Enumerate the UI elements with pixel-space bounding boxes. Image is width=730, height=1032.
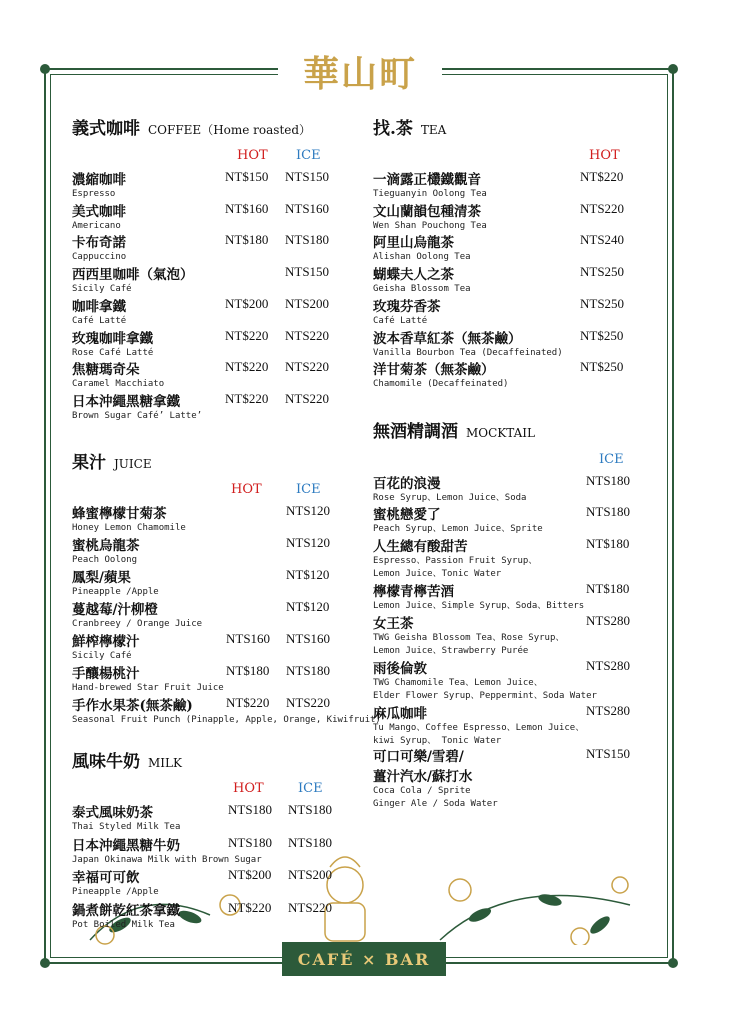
item-subtitle: Honey Lemon Chamomile: [72, 523, 186, 533]
item-name: 焦糖瑪奇朵: [72, 362, 140, 379]
mocktail-item: [373, 503, 543, 536]
mocktail-title-en: MOCKTAIL: [466, 426, 535, 440]
corner-dot: [668, 958, 678, 968]
item-name: 可口可樂/雪碧/: [373, 749, 464, 765]
corner-dot: [40, 958, 50, 968]
mocktail-price: NT$180: [586, 581, 630, 596]
item-subtitle-line2: kiwi Syrup、 Tonic Water: [373, 736, 502, 746]
hot-price: NTS160: [226, 631, 271, 646]
mocktail-item: [373, 535, 537, 581]
coffee-section-title: [72, 114, 311, 139]
item-name: 波本香草紅茶（無茶鹼）: [373, 330, 522, 347]
mocktail-price: NTS280: [586, 613, 631, 628]
mocktail-price: NTS180: [586, 473, 631, 488]
coffee-item: [72, 327, 153, 360]
item-subtitle: Wen Shan Pouchong Tea: [373, 220, 487, 231]
item-name: 玫瑰咖啡拿鐵: [72, 330, 153, 347]
item-name: 阿里山烏龍茶: [373, 235, 454, 252]
coffee-title-zh: 義式咖啡: [72, 119, 140, 139]
item-subtitle: Café Latté: [373, 315, 428, 326]
item-subtitle: Japan Okinawa Milk with Brown Sugar: [72, 854, 262, 865]
ice-price: NTS220: [285, 390, 330, 406]
coffee-ice-header: ICE: [296, 148, 321, 163]
hot-price: NT$200: [228, 867, 272, 882]
tea-item: [373, 200, 487, 233]
ice-price: NTS220: [285, 327, 330, 343]
ice-price: NTS150: [285, 264, 330, 280]
juice-ice-header: ICE: [296, 482, 321, 497]
logo: [278, 48, 442, 94]
item-subtitle: Tu Mango、Coffee Espresso、Lemon Juice、: [373, 723, 585, 733]
mocktail-item: [373, 745, 498, 811]
milk-item: [72, 866, 159, 899]
item-subtitle: TWG Geisha Blossom Tea、Rose Syrup、: [373, 633, 565, 643]
ice-price: NTS160: [286, 631, 331, 646]
footer-badge: CAFÉ × BAR: [282, 942, 446, 976]
item-name: 手釀楊桃汁: [72, 666, 140, 682]
item-subtitle: Sicily Café: [72, 651, 132, 661]
hot-price: NT$180: [226, 663, 270, 678]
item-subtitle: Vanilla Bourbon Tea (Decaffeinated): [373, 347, 563, 358]
item-subtitle: Brown Sugar Café’ Latte’: [72, 410, 203, 421]
hot-price: NT$150: [225, 169, 269, 184]
item-subtitle: Peach Syrup、Lemon Juice、Sprite: [373, 524, 543, 534]
tea-item: [373, 231, 471, 264]
ice-price: NTS180: [286, 663, 331, 678]
item-name: 百花的浪漫: [373, 476, 441, 492]
item-subtitle-line2: Lemon Juice、Tonic Water: [373, 569, 502, 579]
item-subtitle: Geisha Blossom Tea: [373, 284, 471, 295]
mocktail-title-zh: 無酒精調酒: [373, 422, 458, 442]
item-name: 麻瓜咖啡: [373, 706, 427, 722]
item-name: 日本沖繩黑糖牛奶: [72, 837, 180, 854]
item-name: 西西里咖啡（氣泡）: [72, 267, 194, 284]
tea-price: NTS250: [580, 264, 625, 280]
item-name: 鍋煮餅乾紅茶拿鐵: [72, 902, 180, 919]
milk-item: [72, 801, 180, 834]
mocktail-price: NT$180: [586, 536, 630, 551]
juice-item: [72, 662, 224, 695]
item-name: 蝴蝶夫人之茶: [373, 267, 454, 284]
item-name: 女王茶: [373, 616, 414, 632]
mocktail-ice-header: ICE: [599, 452, 624, 467]
item-subtitle: Pineapple /Apple: [72, 587, 159, 597]
item-subtitle: Seasonal Fruit Punch (Pinapple, Apple, Orange, Kiwifruit): [72, 715, 381, 725]
item-subtitle: TWG Chamomile Tea、Lemon Juice、: [373, 678, 543, 688]
item-name: 雨後倫敦: [373, 661, 427, 677]
milk-hot-header: HOT: [233, 781, 264, 796]
juice-item: [72, 534, 140, 567]
coffee-item: [72, 231, 126, 264]
item-name: 蜜桃戀愛了: [373, 507, 441, 523]
ice-price: NTS160: [285, 200, 330, 216]
item-name: 蜜桃烏龍茶: [72, 538, 140, 554]
ice-price: NTS180: [288, 834, 333, 850]
juice-title-en: JUICE: [114, 457, 152, 471]
juice-item: [72, 630, 140, 663]
mocktail-item: [373, 580, 584, 613]
coffee-item: [72, 295, 126, 328]
item-name: 幸福可可飲: [72, 870, 140, 886]
logo-text: 華山町: [302, 52, 417, 95]
juice-item: [72, 566, 159, 599]
ice-price: NTS220: [286, 695, 331, 710]
tea-title-zh: 找.茶: [373, 119, 413, 139]
hot-price: NTS180: [228, 834, 273, 850]
juice-title-zh: 果汁: [72, 453, 106, 473]
item-subtitle: Rose Syrup、Lemon Juice、Soda: [373, 493, 527, 503]
leaf-icon: [537, 892, 563, 908]
mocktail-section-title: [373, 417, 535, 442]
coffee-item: [72, 390, 202, 423]
ice-price: NTS120: [286, 503, 331, 518]
item-subtitle: Pot Boiled Milk Tea: [72, 919, 175, 930]
hot-price: NT$220: [228, 899, 272, 915]
tea-price: NTS240: [580, 232, 625, 248]
coffee-hot-header: HOT: [237, 148, 268, 163]
item-subtitle: Rose Café Latté: [72, 347, 154, 358]
ice-price: NTS180: [288, 802, 333, 817]
item-name: 美式咖啡: [72, 203, 126, 220]
item-name: 咖啡拿鐵: [72, 298, 126, 315]
item-subtitle: Pineapple /Apple: [72, 887, 159, 897]
item-subtitle-line2: Lemon Juice、Strawberry Purée: [373, 646, 529, 656]
mocktail-item: [373, 612, 564, 658]
item-name: 蔓越莓/汁柳橙: [72, 602, 158, 618]
coffee-item: [72, 358, 164, 391]
mocktail-price: NTS150: [586, 746, 631, 761]
chef-hat-icon: [330, 857, 360, 867]
tea-item: [373, 263, 471, 296]
ice-price: NTS150: [285, 169, 330, 184]
juice-item: [72, 502, 186, 535]
item-name: 一滴露正欉鐵觀音: [373, 172, 481, 188]
item-subtitle: Chamomile (Decaffeinated): [373, 379, 509, 390]
item-subtitle: Sicily Café: [72, 284, 132, 295]
leaf-icon: [588, 913, 613, 936]
item-name: 手作水果茶(無茶鹼): [72, 698, 193, 714]
tea-item: [373, 168, 487, 201]
tea-item: [373, 295, 441, 328]
mocktail-item: [373, 657, 597, 703]
milk-title-zh: 風味牛奶: [72, 752, 140, 772]
item-name: 文山蘭韻包種清茶: [373, 203, 481, 220]
coffee-title-en: COFFEE（Home roasted）: [148, 123, 312, 137]
hot-price: NT$160: [225, 200, 269, 216]
ice-price: NT$120: [286, 599, 330, 614]
corner-dot: [40, 64, 50, 74]
ice-price: NTS180: [285, 232, 330, 248]
juice-section-title: [72, 448, 152, 473]
chef-head-icon: [327, 867, 363, 903]
item-name: 鮮榨檸檬汁: [72, 634, 140, 650]
juice-hot-header: HOT: [231, 482, 262, 497]
coffee-item: [72, 168, 126, 201]
tea-section-title: [373, 114, 446, 139]
milk-section-title: [72, 747, 182, 772]
item-subtitle: Thai Styled Milk Tea: [72, 822, 181, 832]
item-subtitle: Caramel Macchiato: [72, 379, 165, 390]
flower-icon: [571, 928, 589, 945]
tea-price: NT$250: [580, 327, 624, 343]
item-subtitle-line2: Elder Flower Syrup、Peppermint、Soda Water: [373, 691, 597, 701]
item-subtitle: Cappuccino: [72, 252, 127, 263]
item-name: 人生總有酸甜苦: [373, 539, 468, 555]
item-name: 玫瑰芬香茶: [373, 298, 441, 315]
tea-price: NTS220: [580, 200, 625, 216]
mocktail-item: [373, 472, 526, 505]
mocktail-price: NTS280: [586, 658, 631, 673]
tea-price: NT$220: [580, 169, 624, 184]
mocktail-price: NTS280: [586, 703, 631, 718]
ice-price: NTS200: [285, 295, 330, 311]
hot-price: NT$220: [226, 695, 270, 710]
item-subtitle: Alishan Oolong Tea: [373, 252, 471, 263]
item-subtitle: Espresso、Passion Fruit Syrup、: [373, 556, 538, 566]
item-name-line2: 薑汁汽水/蘇打水: [373, 769, 473, 785]
ice-price: NTS120: [286, 535, 331, 550]
item-subtitle: Hand-brewed Star Fruit Juice: [72, 683, 224, 693]
hot-price: NTS180: [228, 802, 273, 817]
item-name: 日本沖繩黑糖拿鐵: [72, 393, 180, 410]
coffee-item: [72, 263, 194, 296]
coffee-item: [72, 200, 126, 233]
ice-price: NT$120: [286, 567, 330, 582]
ice-price: NTS220: [285, 359, 330, 375]
item-name: 卡布奇諾: [72, 235, 126, 252]
item-subtitle: Americano: [72, 220, 121, 231]
corner-dot: [668, 64, 678, 74]
mocktail-item: [373, 702, 584, 748]
item-subtitle: Peach Oolong: [72, 555, 138, 565]
milk-ice-header: ICE: [298, 781, 323, 796]
flower-icon: [449, 879, 471, 901]
ice-price: NTS220: [288, 899, 333, 915]
item-subtitle: Tieguanyin Oolong Tea: [373, 189, 487, 199]
juice-item: [72, 598, 202, 631]
tea-title-en: TEA: [420, 123, 447, 137]
mocktail-price: NTS180: [586, 504, 631, 519]
tea-price: NTS250: [580, 295, 625, 311]
item-name: 洋甘菊茶（無茶鹼）: [373, 362, 495, 379]
item-subtitle: Lemon Juice、Simple Syrup、Soda、Bitters: [373, 601, 585, 611]
tea-price: NT$250: [580, 359, 624, 375]
item-subtitle-line2: Ginger Ale / Soda Water: [373, 799, 498, 809]
item-name: 檸檬青檸苦酒: [373, 584, 454, 600]
ice-price: NTS200: [288, 867, 333, 882]
item-name: 濃縮咖啡: [72, 172, 126, 188]
tea-hot-header: HOT: [589, 148, 620, 163]
milk-title-en: MILK: [148, 756, 182, 770]
hot-price: NT$180: [225, 232, 269, 248]
item-subtitle: Cranbreey / Orange Juice: [72, 619, 203, 629]
item-subtitle: Café Latté: [72, 315, 127, 326]
hot-price: NT$200: [225, 295, 269, 311]
flower-icon: [612, 877, 628, 893]
item-subtitle: Espresso: [72, 189, 116, 199]
item-name: 泰式風味奶茶: [72, 805, 153, 821]
item-subtitle: Coca Cola / Sprite: [373, 786, 471, 796]
hot-price: NT$220: [225, 359, 269, 375]
item-name: 鳳梨/蘋果: [72, 570, 131, 586]
item-name: 蜂蜜檸檬甘菊茶: [72, 506, 167, 522]
vine-right: [440, 896, 630, 940]
milk-item: [72, 899, 180, 932]
hot-price: NT$220: [225, 327, 269, 343]
hot-price: NT$220: [225, 390, 269, 406]
tea-item: [373, 358, 508, 391]
tea-item: [373, 327, 563, 360]
